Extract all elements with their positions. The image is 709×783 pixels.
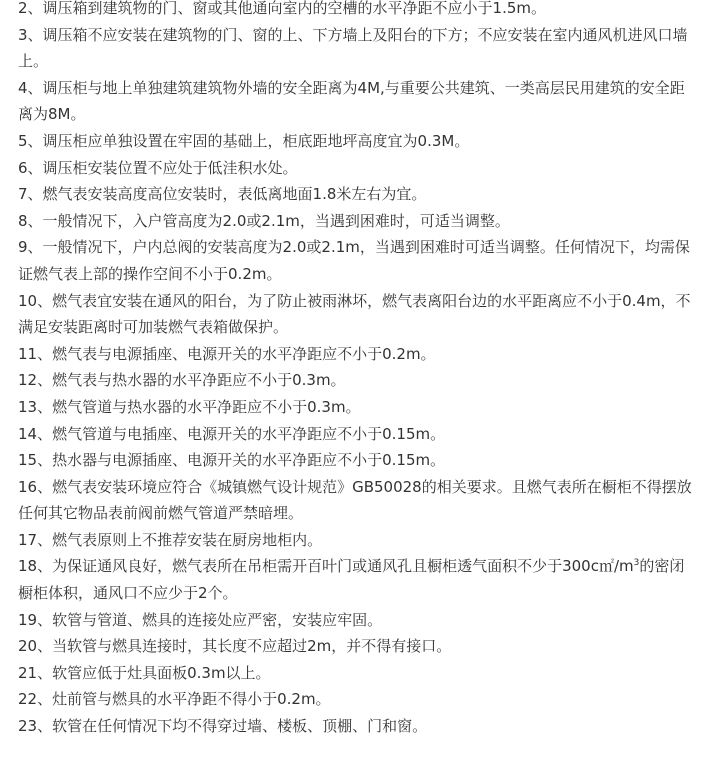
list-item: 9、一般情况下，户内总阀的安装高度为2.0或2.1m，当遇到困难时可适当调整。任何情况下，均需保证燃气表上部的操作空间不小于0.2m。	[18, 238, 690, 283]
list-item: 22、灶前管与燃具的水平净距不得小于0.2m。	[18, 690, 331, 709]
list-item: 7、燃气表安装高度高位安装时，表低离地面1.8米左右为宜。	[18, 185, 427, 204]
list-item: 15、热水器与电源插座、电源开关的水平净距应不小于0.15m。	[18, 451, 446, 470]
list-item: 5、调压柜应单独设置在牢固的基础上，柜底距地坪高度宜为0.3M。	[18, 131, 470, 150]
list-item: 12、燃气表与热水器的水平净距应不小于0.3m。	[18, 371, 346, 390]
list-item: 2、调压箱到建筑物的门、窗或其他通向室内的空槽的水平净距不应小于1.5m。	[18, 0, 547, 17]
list-item: 8、一般情况下，入户管高度为2.0或2.1m，当遇到困难时，可适当调整。	[18, 211, 510, 230]
list-item: 20、当软管与燃具连接时，其长度不应超过2m，并不得有接口。	[18, 637, 452, 656]
list-item: 16、燃气表安装环境应符合《城镇燃气设计规范》GB50028的相关要求。且燃气表所在橱柜不得摆放任何其它物品表前阀前燃气管道严禁暗埋。	[18, 477, 692, 523]
list-item	[18, 553, 695, 606]
list-item: 23、软管在任何情况下均不得穿过墙、楼板、顶棚、门和窗。	[18, 717, 428, 736]
list-item: 17、燃气表原则上不推荐安装在厨房地柜内。	[18, 530, 323, 549]
superscript: 3	[633, 558, 640, 569]
list-item: 4、调压柜与地上单独建筑建筑物外墙的安全距离为4M,与重要公共建筑、一类高层民用建筑的安全距离为8M。	[18, 78, 685, 124]
list-item: 14、燃气管道与电插座、电源开关的水平净距应不小于0.15m。	[18, 424, 446, 443]
list-item: 6、调压柜安装位置不应处于低洼积水处。	[18, 158, 298, 177]
list-item: 21、软管应低于灶具面板0.3m以上。	[18, 663, 271, 682]
list-item: 3、调压箱不应安装在建筑物的门、窗的上、下方墙上及阳台的下方；不应安装在室内通风机进风口墙上。	[18, 25, 688, 71]
list-item: 10、燃气表宜安装在通风的阳台，为了防止被雨淋坏，燃气表离阳台边的水平距离应不小于0.4m，不满足安装距离时可加装燃气表箱做保护。	[18, 291, 691, 337]
list-item-text-tail: 的密闭橱柜体积，通风口不应少于2个。	[18, 557, 685, 603]
list-item-text: 18、为保证通风良好，燃气表所在吊柜需开百叶门或通风孔且橱柜透气面积不少于300c㎡/m	[18, 557, 634, 576]
list-item: 11、燃气表与电源插座、电源开关的水平净距应不小于0.2m。	[18, 344, 436, 363]
list-item: 13、燃气管道与热水器的水平净距应不小于0.3m。	[18, 397, 361, 416]
list-item: 19、软管与管道、燃具的连接处应严密，安装应牢固。	[18, 610, 383, 629]
